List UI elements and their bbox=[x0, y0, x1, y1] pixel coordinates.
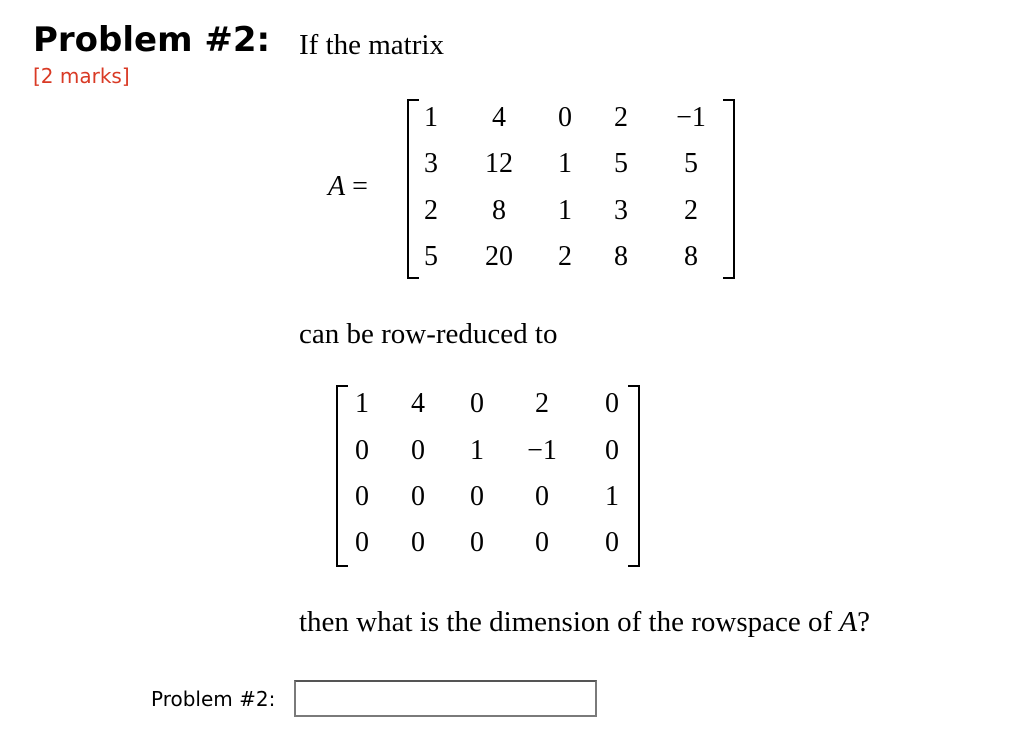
matrix-r-cell: 0 bbox=[605, 388, 619, 419]
matrix-r-cell: 0 bbox=[470, 388, 484, 419]
reduce-text: can be row-reduced to bbox=[299, 318, 558, 350]
matrix-r-cell: 0 bbox=[605, 527, 619, 558]
problem-heading: Problem #2: bbox=[33, 20, 271, 60]
matrix-a-cell: 3 bbox=[614, 195, 628, 226]
matrix-a-cell: 2 bbox=[424, 195, 438, 226]
question-text-main: then what is the dimension of the rowspace of bbox=[299, 606, 840, 638]
left-bracket bbox=[407, 99, 419, 279]
matrix-reduced bbox=[336, 385, 640, 567]
matrix-a-cell: 8 bbox=[492, 195, 506, 226]
right-bracket bbox=[628, 385, 640, 567]
matrix-r-cell: 0 bbox=[411, 481, 425, 512]
question-text bbox=[299, 605, 870, 639]
matrix-a-cell: 8 bbox=[684, 241, 698, 272]
answer-input[interactable] bbox=[294, 680, 597, 717]
matrix-r-cell: 0 bbox=[411, 435, 425, 466]
matrix-a-cell: 0 bbox=[558, 102, 572, 133]
matrix-r-cell: −1 bbox=[527, 435, 557, 466]
matrix-a-cell: 1 bbox=[424, 102, 438, 133]
matrix-r-cell: 0 bbox=[355, 527, 369, 558]
matrix-r-cell: 2 bbox=[535, 388, 549, 419]
matrix-r-cell: 1 bbox=[355, 388, 369, 419]
matrix-r-cell: 0 bbox=[605, 435, 619, 466]
matrix-r-cell: 0 bbox=[535, 481, 549, 512]
matrix-a-cell: −1 bbox=[676, 102, 706, 133]
matrix-a-cell: 5 bbox=[684, 148, 698, 179]
matrix-a-cell: 5 bbox=[424, 241, 438, 272]
left-bracket bbox=[336, 385, 348, 567]
matrix-r-cell: 0 bbox=[411, 527, 425, 558]
matrix-r-cell: 4 bbox=[411, 388, 425, 419]
matrix-a-cell: 12 bbox=[485, 148, 513, 179]
matrix-r-cell: 1 bbox=[605, 481, 619, 512]
matrix-a-cell: 2 bbox=[614, 102, 628, 133]
matrix-a-cell: 4 bbox=[492, 102, 506, 133]
matrix-a-cell: 5 bbox=[614, 148, 628, 179]
matrix-a-cell: 2 bbox=[684, 195, 698, 226]
matrix-a bbox=[407, 99, 735, 279]
matrix-a-cell: 20 bbox=[485, 241, 513, 272]
matrix-a-cell: 1 bbox=[558, 148, 572, 179]
right-bracket bbox=[723, 99, 735, 279]
matrix-a-cell: 8 bbox=[614, 241, 628, 272]
marks-label: [2 marks] bbox=[33, 64, 130, 88]
equals-sign: = bbox=[352, 171, 368, 202]
matrix-variable: A bbox=[328, 171, 346, 202]
matrix-a-label bbox=[328, 170, 368, 204]
problem-intro: If the matrix bbox=[299, 29, 444, 61]
question-variable: A bbox=[839, 606, 858, 638]
matrix-r-cell: 0 bbox=[355, 481, 369, 512]
matrix-r-cell: 0 bbox=[470, 481, 484, 512]
answer-label: Problem #2: bbox=[151, 687, 276, 711]
question-mark: ? bbox=[857, 606, 870, 638]
matrix-a-cell: 1 bbox=[558, 195, 572, 226]
matrix-r-cell: 0 bbox=[470, 527, 484, 558]
matrix-a-cell: 3 bbox=[424, 148, 438, 179]
matrix-r-cell: 0 bbox=[535, 527, 549, 558]
matrix-r-cell: 0 bbox=[355, 435, 369, 466]
matrix-r-cell: 1 bbox=[470, 435, 484, 466]
matrix-a-cell: 2 bbox=[558, 241, 572, 272]
